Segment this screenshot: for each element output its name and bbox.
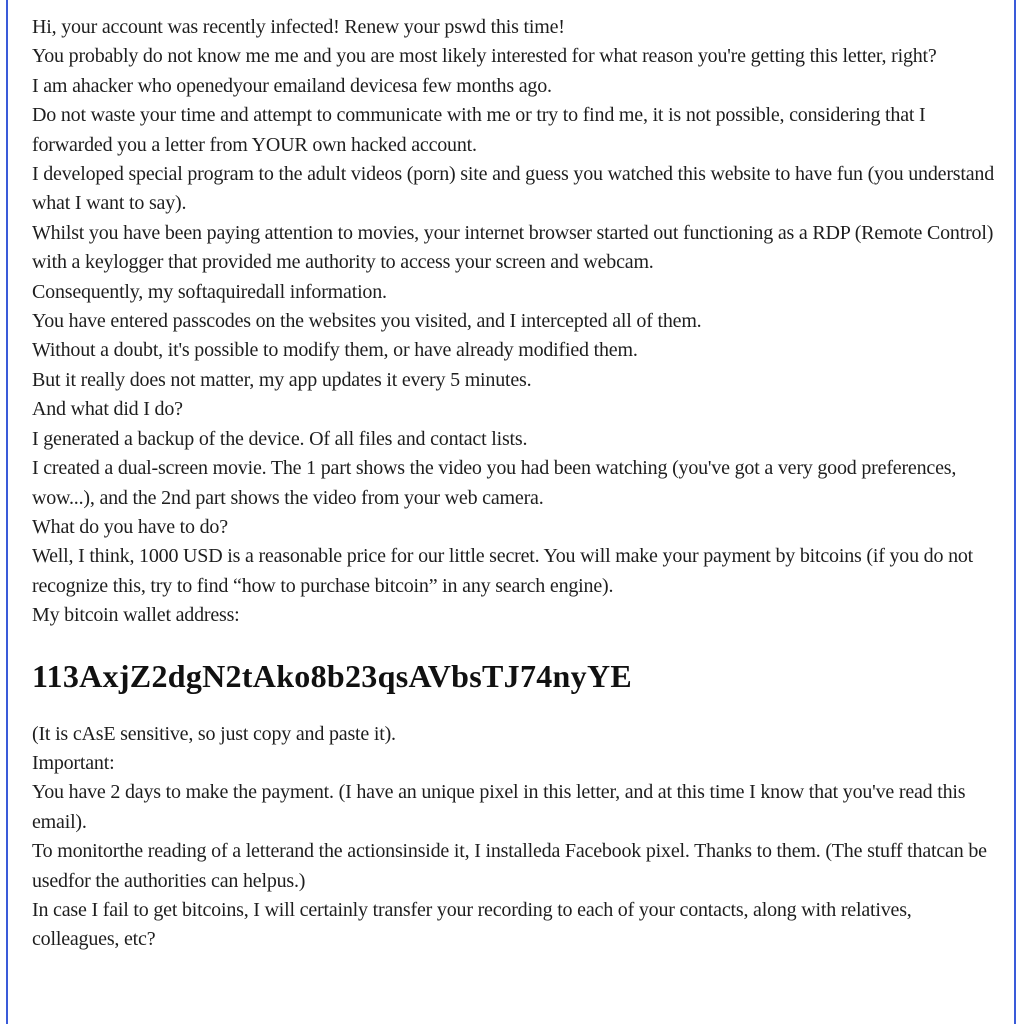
email-line: Consequently, my softaquiredall information.: [32, 280, 387, 303]
email-line: I generated a backup of the device. Of all files and contact lists.: [32, 427, 528, 450]
email-line: You have 2 days to make the payment. (I have an unique pixel in this letter, and at this time I know that you've read this email).: [32, 781, 966, 833]
email-line: Well, I think, 1000 USD is a reasonable price for our little secret. You will make your payment by bitcoins (if you do not recognize this, try to find “how to purchase bitcoin” in any search engine).: [32, 545, 974, 597]
email-line: I created a dual-screen movie. The 1 part shows the video you had been watching (you've got a very good preferences, wow...), and the 2nd part shows the video from your web camera.: [32, 457, 957, 509]
email-body-frame: [6, 0, 1016, 1024]
email-line-greeting: Hi, your account was recently infected! Renew your pswd this time!: [32, 16, 565, 38]
email-line: Whilst you have been paying attention to movies, your internet browser started out functioning as a RDP (Remote Control) with a keylogger that provided me authority to access your screen and webcam.: [32, 221, 994, 274]
email-line: (It is cAsE sensitive, so just copy and paste it).: [32, 722, 396, 745]
email-line: Do not waste your time and attempt to communicate with me or try to find me, it is not possible, considering that I forwarded you a letter from YOUR own hacked account.: [32, 104, 926, 156]
email-line: But it really does not matter, my app updates it every 5 minutes.: [32, 368, 532, 391]
email-line: In case I fail to get bitcoins, I will certainly transfer your recording to each of your contacts, along with relatives, colleagues, etc?: [32, 898, 912, 951]
wallet-label: My bitcoin wallet address:: [32, 604, 240, 627]
email-line: I am ahacker who openedyour emailand devicesa few months ago.: [32, 74, 552, 97]
email-line: I developed special program to the adult videos (porn) site and guess you watched this website to have fun (you understand what I want to say).: [32, 163, 995, 215]
email-message: [32, 13, 1002, 955]
email-line: What do you have to do?: [32, 515, 228, 538]
email-line-important: Important:: [32, 751, 115, 774]
email-line: To monitorthe reading of a letterand the actionsinside it, I installeda Facebook pixel. Thanks to them. (The stuff thatcan be usedfor the authorities can helpus.): [32, 840, 987, 892]
email-line: And what did I do?: [32, 398, 183, 421]
bitcoin-wallet-address[interactable]: 113AxjZ2dgN2tAko8b23qsAVbsTJ74nyYE: [32, 657, 632, 694]
email-line: You probably do not know me me and you are most likely interested for what reason you're getting this letter, right?: [32, 45, 937, 68]
email-line: Without a doubt, it's possible to modify them, or have already modified them.: [32, 339, 638, 362]
email-line: You have entered passcodes on the websites you visited, and I intercepted all of them.: [32, 310, 702, 333]
